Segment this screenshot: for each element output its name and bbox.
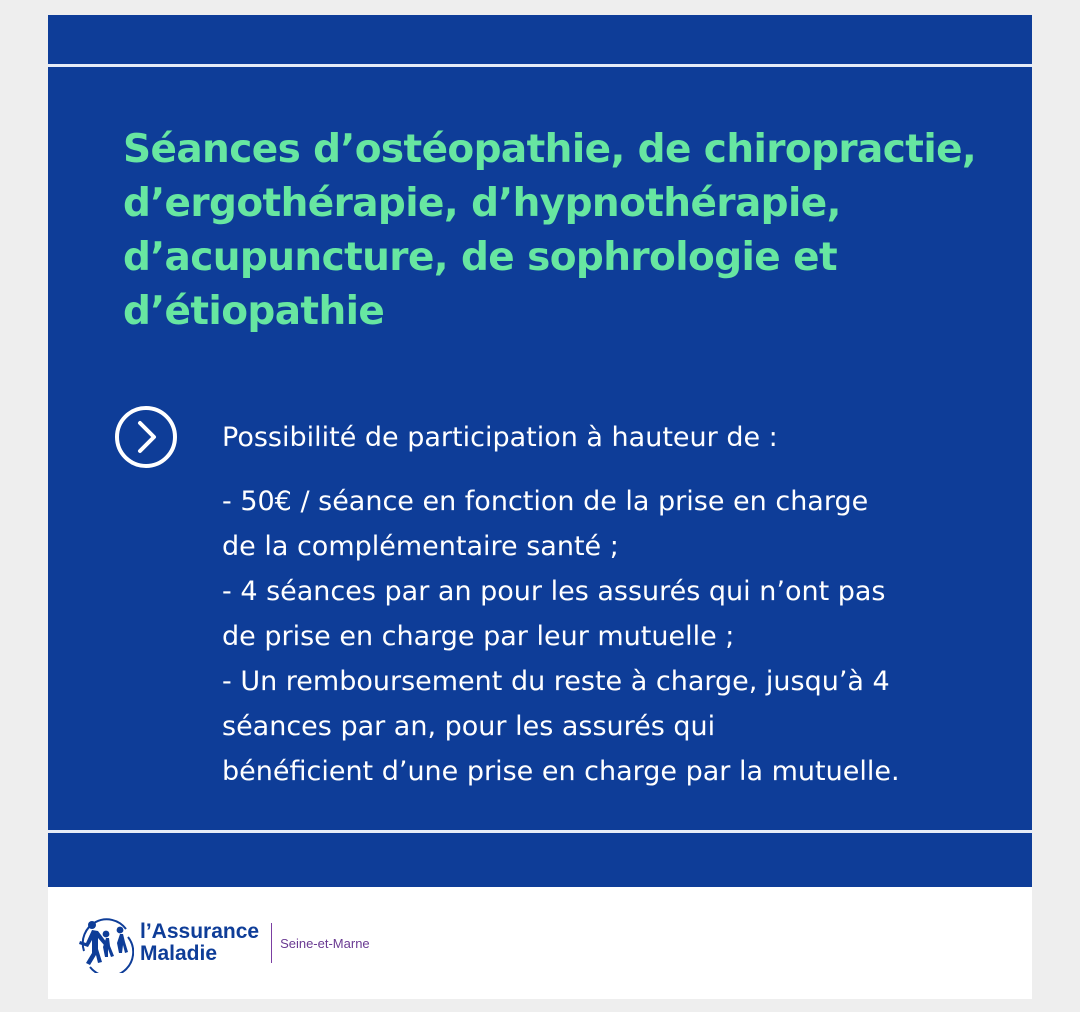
list-line: - 50€ / séance en fonction de la prise en charge — [222, 486, 869, 517]
title-line: d’étiopathie — [123, 289, 385, 334]
post-card — [48, 15, 1032, 999]
bottom-rule — [48, 830, 1032, 833]
title-line: d’ergothérapie, d’hypnothérapie, — [123, 181, 841, 226]
page-title — [123, 123, 983, 339]
footer-logo — [76, 913, 370, 973]
top-rule — [48, 64, 1032, 67]
brand-line: l’Assurance — [140, 920, 260, 943]
list-line: de la complémentaire santé ; — [222, 531, 619, 562]
list-line: - 4 séances par an pour les assurés qui n’ont pas — [222, 576, 886, 607]
list-line: bénéficient d’une prise en charge par la mutuelle. — [222, 756, 900, 787]
logo-divider — [271, 923, 272, 963]
intro-text: Possibilité de participation à hauteur de : — [222, 422, 778, 453]
chevron-right-icon — [114, 405, 178, 469]
title-line: Séances d’ostéopathie, de chiropractie, — [123, 127, 977, 172]
brand-line: Maladie — [140, 942, 218, 965]
region-label: Seine-et-Marne — [280, 935, 370, 951]
list-line: de prise en charge par leur mutuelle ; — [222, 621, 735, 652]
list-line: - Un remboursement du reste à charge, jusqu’à 4 — [222, 666, 890, 697]
list-line: séances par an, pour les assurés qui — [222, 711, 716, 742]
assurance-maladie-logo-icon — [76, 913, 134, 973]
blue-panel — [48, 15, 1032, 887]
benefit-list — [222, 479, 900, 794]
brand-name — [140, 921, 259, 965]
title-line: d’acupuncture, de sophrologie et — [123, 235, 838, 280]
